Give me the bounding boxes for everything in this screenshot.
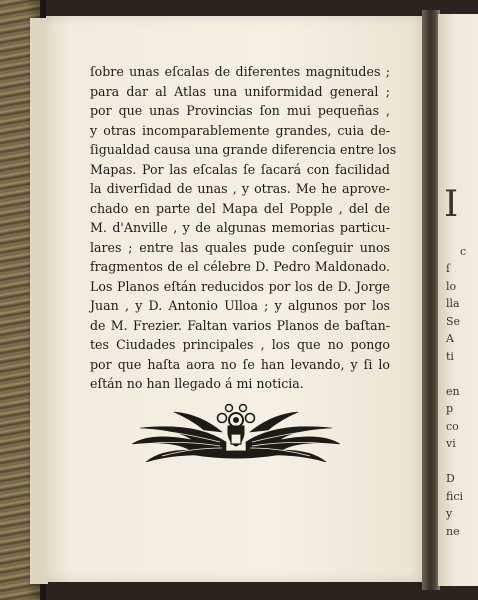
text-line: Juan , y D. Antonio Ulloa ; y algunos por los xyxy=(90,298,390,313)
facing-fragment-line: I xyxy=(444,184,459,225)
text-line: tes Ciudades principales , los que no pongo xyxy=(90,337,390,352)
text-line: por que haſta aora no ſe han levando, y ſi lo xyxy=(90,356,390,372)
facing-fragment-line: lla xyxy=(446,297,460,310)
text-line: por que unas Provincias ſon mui pequeñas , xyxy=(90,103,390,118)
floral-tailpiece-icon xyxy=(130,392,342,468)
text-line: lares ; entre las quales pude conſeguir unos xyxy=(90,239,390,255)
text-line: Mapas. Por las eſcalas ſe ſacará con facilidad xyxy=(90,161,390,177)
facing-fragment-line: A xyxy=(446,332,454,345)
text-line: la diverſidad de unas , y otras. Me he aprove- xyxy=(90,181,390,196)
text-line: ſigualdad causa una grande diferencia entre los xyxy=(90,142,397,157)
text-line: ſobre unas eſcalas de diferentes magnitudes ; xyxy=(90,64,390,79)
facing-fragment-line: y xyxy=(446,507,453,520)
facing-fragment-line: ti xyxy=(446,349,454,363)
text-line: y otras incomparablemente grandes, cuia de- xyxy=(90,122,390,138)
facing-fragment-line: ſ xyxy=(446,262,451,275)
facing-fragment-line: co xyxy=(446,419,459,433)
facing-fragment-line: c xyxy=(460,244,467,258)
facing-page-fragment xyxy=(446,150,476,558)
facing-fragment-line: Se xyxy=(446,314,461,328)
text-line: de M. Frezier. Faltan varios Planos de baſtan- xyxy=(90,317,390,333)
text-line: para dar al Atlas una uniformidad general ; xyxy=(90,83,390,99)
facing-fragment-line: vi xyxy=(446,437,456,450)
text-line: eſtán no han llegado á mi noticia. xyxy=(90,376,304,391)
text-line: Los Planos eſtán reducidos por los de D. Jorge xyxy=(90,278,390,294)
text-line: M. d'Anville , y de algunas memorias particu- xyxy=(90,220,390,235)
facing-fragment-line: fici xyxy=(446,489,464,503)
facing-fragment-line: p xyxy=(446,402,454,415)
facing-fragment-line: en xyxy=(446,384,460,398)
text-line: fragmentos de el célebre D. Pedro Maldonado. xyxy=(90,259,390,274)
facing-fragment-line: lo xyxy=(446,279,457,293)
facing-fragment-line: ne xyxy=(446,524,460,538)
text-line: chado en parte del Mapa del Popple , del de xyxy=(90,200,390,216)
facing-fragment-line: D xyxy=(446,472,455,485)
page-body-text xyxy=(90,62,397,394)
